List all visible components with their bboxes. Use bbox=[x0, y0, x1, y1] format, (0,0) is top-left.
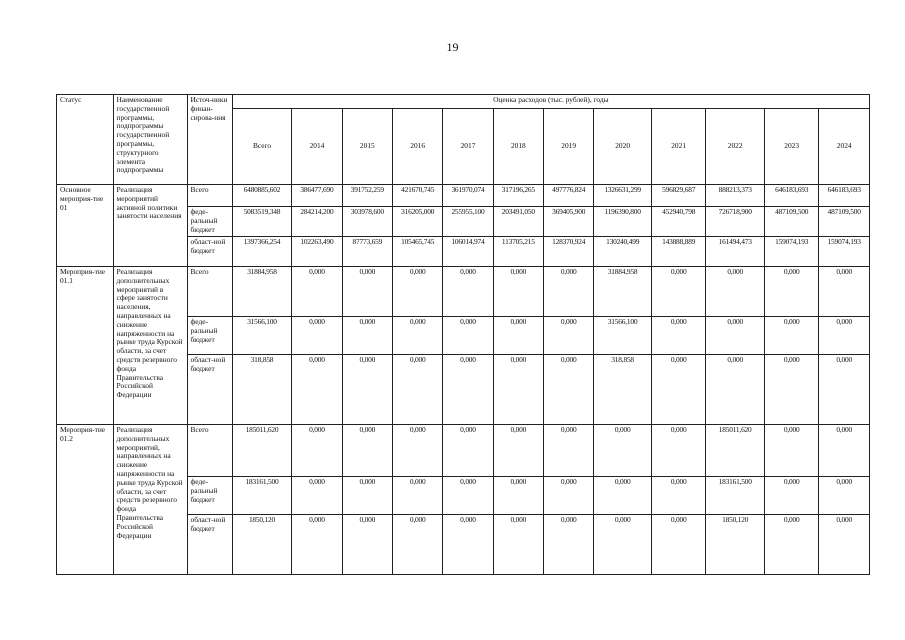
value-cell: 0,000 bbox=[651, 267, 705, 317]
value-cell: 0,000 bbox=[392, 477, 442, 515]
value-cell: 888213,373 bbox=[706, 185, 765, 207]
value-cell: 105465,745 bbox=[392, 237, 442, 267]
header-year-2017: 2017 bbox=[443, 109, 493, 185]
value-cell: 0,000 bbox=[706, 267, 765, 317]
row-status: Основное мероприя-тие 01 bbox=[57, 185, 114, 267]
value-cell: 0,000 bbox=[544, 317, 594, 355]
value-cell: 102263,490 bbox=[292, 237, 342, 267]
value-cell: 0,000 bbox=[292, 267, 342, 317]
value-cell: 1850,120 bbox=[706, 515, 765, 575]
value-cell: 0,000 bbox=[292, 477, 342, 515]
value-cell: 0,000 bbox=[443, 355, 493, 425]
value-cell: 0,000 bbox=[544, 425, 594, 477]
value-cell: 0,000 bbox=[706, 317, 765, 355]
value-cell: 31884,958 bbox=[232, 267, 292, 317]
header-year-2015: 2015 bbox=[342, 109, 392, 185]
value-cell: 161494,473 bbox=[706, 237, 765, 267]
page-number: 19 bbox=[446, 40, 459, 54]
header-year-2020: 2020 bbox=[594, 109, 652, 185]
row-name: Реализация дополнительных мероприятий, направленных на снижение напряженности на рынке труда Курской области, за счет средств резервного фонда Правительства Российской Федерации bbox=[113, 425, 187, 575]
value-cell: 0,000 bbox=[706, 355, 765, 425]
value-cell: 0,000 bbox=[443, 425, 493, 477]
value-cell: 0,000 bbox=[392, 317, 442, 355]
header-year-2021: 2021 bbox=[651, 109, 705, 185]
value-cell: 143888,889 bbox=[651, 237, 705, 267]
row-name: Реализация дополнительных мероприятий в сфере занятости населения, направленных на снижение напряженности на рынке труда Курской области, за счет средств резервного фонда Правительства Российской Федерации bbox=[113, 267, 187, 425]
header-source: Источ-ники финан-сирова-ния bbox=[187, 95, 232, 185]
value-cell: 0,000 bbox=[651, 425, 705, 477]
value-cell: 0,000 bbox=[493, 477, 543, 515]
value-cell: 726718,900 bbox=[706, 207, 765, 237]
header-year-total: Всего bbox=[232, 109, 292, 185]
value-cell: 0,000 bbox=[292, 317, 342, 355]
value-cell: 361970,074 bbox=[443, 185, 493, 207]
value-cell: 1326631,299 bbox=[594, 185, 652, 207]
table-row bbox=[57, 185, 870, 207]
header-name: Наименование государственной программы, подпрограммы государственной программы, структурного элемента подпрограммы bbox=[113, 95, 187, 185]
row-source: Всего bbox=[187, 425, 232, 477]
header-estimate: Оценка расходов (тыс. рублей), годы bbox=[232, 95, 869, 109]
row-source: феде-ральный бюджет bbox=[187, 477, 232, 515]
value-cell: 487109,500 bbox=[764, 207, 818, 237]
value-cell: 0,000 bbox=[594, 515, 652, 575]
value-cell: 203491,050 bbox=[493, 207, 543, 237]
value-cell: 421670,745 bbox=[392, 185, 442, 207]
value-cell: 0,000 bbox=[443, 317, 493, 355]
value-cell: 369405,900 bbox=[544, 207, 594, 237]
value-cell: 646183,693 bbox=[764, 185, 818, 207]
value-cell: 0,000 bbox=[342, 267, 392, 317]
value-cell: 0,000 bbox=[764, 267, 818, 317]
header-year-2024: 2024 bbox=[819, 109, 870, 185]
value-cell: 303978,600 bbox=[342, 207, 392, 237]
value-cell: 0,000 bbox=[764, 355, 818, 425]
row-status: Мероприя-тие 01.1 bbox=[57, 267, 114, 425]
header-year-2023: 2023 bbox=[764, 109, 818, 185]
value-cell: 391752,259 bbox=[342, 185, 392, 207]
value-cell: 646183,693 bbox=[819, 185, 870, 207]
value-cell: 0,000 bbox=[651, 355, 705, 425]
value-cell: 0,000 bbox=[544, 477, 594, 515]
header-year-2016: 2016 bbox=[392, 109, 442, 185]
value-cell: 0,000 bbox=[764, 515, 818, 575]
value-cell: 0,000 bbox=[819, 317, 870, 355]
value-cell: 0,000 bbox=[493, 515, 543, 575]
value-cell: 0,000 bbox=[443, 515, 493, 575]
value-cell: 0,000 bbox=[392, 425, 442, 477]
value-cell: 0,000 bbox=[493, 317, 543, 355]
value-cell: 596829,687 bbox=[651, 185, 705, 207]
row-name: Реализация мероприятий активной политики занятости населения bbox=[113, 185, 187, 267]
value-cell: 106014,974 bbox=[443, 237, 493, 267]
table-row bbox=[57, 267, 870, 317]
value-cell: 318,858 bbox=[594, 355, 652, 425]
row-source: област-ной бюджет bbox=[187, 515, 232, 575]
value-cell: 0,000 bbox=[819, 355, 870, 425]
value-cell: 0,000 bbox=[544, 355, 594, 425]
value-cell: 284214,200 bbox=[292, 207, 342, 237]
value-cell: 0,000 bbox=[764, 317, 818, 355]
value-cell: 0,000 bbox=[764, 425, 818, 477]
value-cell: 0,000 bbox=[443, 477, 493, 515]
value-cell: 1397366,254 bbox=[232, 237, 292, 267]
value-cell: 386477,690 bbox=[292, 185, 342, 207]
value-cell: 0,000 bbox=[544, 267, 594, 317]
value-cell: 0,000 bbox=[819, 425, 870, 477]
value-cell: 1850,120 bbox=[232, 515, 292, 575]
value-cell: 0,000 bbox=[342, 317, 392, 355]
value-cell: 0,000 bbox=[651, 515, 705, 575]
value-cell: 31884,958 bbox=[594, 267, 652, 317]
header-year-2022: 2022 bbox=[706, 109, 765, 185]
row-source: Всего bbox=[187, 185, 232, 207]
value-cell: 0,000 bbox=[819, 477, 870, 515]
table-row bbox=[57, 425, 870, 477]
value-cell: 0,000 bbox=[819, 267, 870, 317]
value-cell: 31566,100 bbox=[232, 317, 292, 355]
value-cell: 6480885,602 bbox=[232, 185, 292, 207]
header-status: Статус bbox=[57, 95, 114, 185]
value-cell: 0,000 bbox=[594, 477, 652, 515]
value-cell: 0,000 bbox=[392, 267, 442, 317]
value-cell: 159074,193 bbox=[819, 237, 870, 267]
value-cell: 0,000 bbox=[493, 267, 543, 317]
value-cell: 0,000 bbox=[292, 425, 342, 477]
value-cell: 0,000 bbox=[292, 515, 342, 575]
value-cell: 0,000 bbox=[651, 317, 705, 355]
value-cell: 0,000 bbox=[392, 515, 442, 575]
value-cell: 0,000 bbox=[493, 425, 543, 477]
header-year-2019: 2019 bbox=[544, 109, 594, 185]
value-cell: 0,000 bbox=[342, 425, 392, 477]
row-status: Мероприя-тие 01.2 bbox=[57, 425, 114, 575]
value-cell: 0,000 bbox=[392, 355, 442, 425]
value-cell: 159074,193 bbox=[764, 237, 818, 267]
value-cell: 255955,100 bbox=[443, 207, 493, 237]
value-cell: 0,000 bbox=[493, 355, 543, 425]
row-source: Всего bbox=[187, 267, 232, 317]
header-year-2018: 2018 bbox=[493, 109, 543, 185]
value-cell: 497776,824 bbox=[544, 185, 594, 207]
value-cell: 0,000 bbox=[544, 515, 594, 575]
value-cell: 31566,100 bbox=[594, 317, 652, 355]
value-cell: 452940,798 bbox=[651, 207, 705, 237]
value-cell: 130240,499 bbox=[594, 237, 652, 267]
value-cell: 0,000 bbox=[342, 355, 392, 425]
value-cell: 183161,500 bbox=[706, 477, 765, 515]
value-cell: 0,000 bbox=[342, 477, 392, 515]
header-year-2014: 2014 bbox=[292, 109, 342, 185]
row-source: област-ной бюджет bbox=[187, 237, 232, 267]
value-cell: 185011,620 bbox=[232, 425, 292, 477]
value-cell: 185011,620 bbox=[706, 425, 765, 477]
row-source: феде-ральный бюджет bbox=[187, 317, 232, 355]
value-cell: 0,000 bbox=[764, 477, 818, 515]
row-source: област-ной бюджет bbox=[187, 355, 232, 425]
value-cell: 113705,215 bbox=[493, 237, 543, 267]
value-cell: 128370,924 bbox=[544, 237, 594, 267]
value-cell: 0,000 bbox=[819, 515, 870, 575]
value-cell: 0,000 bbox=[651, 477, 705, 515]
header-row-top bbox=[57, 95, 870, 109]
value-cell: 0,000 bbox=[443, 267, 493, 317]
value-cell: 1196390,800 bbox=[594, 207, 652, 237]
value-cell: 318,858 bbox=[232, 355, 292, 425]
value-cell: 87773,659 bbox=[342, 237, 392, 267]
row-source: феде-ральный бюджет bbox=[187, 207, 232, 237]
value-cell: 183161,500 bbox=[232, 477, 292, 515]
value-cell: 5083519,348 bbox=[232, 207, 292, 237]
expenditure-table bbox=[56, 94, 870, 575]
value-cell: 487109,500 bbox=[819, 207, 870, 237]
value-cell: 0,000 bbox=[342, 515, 392, 575]
value-cell: 316205,000 bbox=[392, 207, 442, 237]
value-cell: 317196,265 bbox=[493, 185, 543, 207]
value-cell: 0,000 bbox=[594, 425, 652, 477]
value-cell: 0,000 bbox=[292, 355, 342, 425]
